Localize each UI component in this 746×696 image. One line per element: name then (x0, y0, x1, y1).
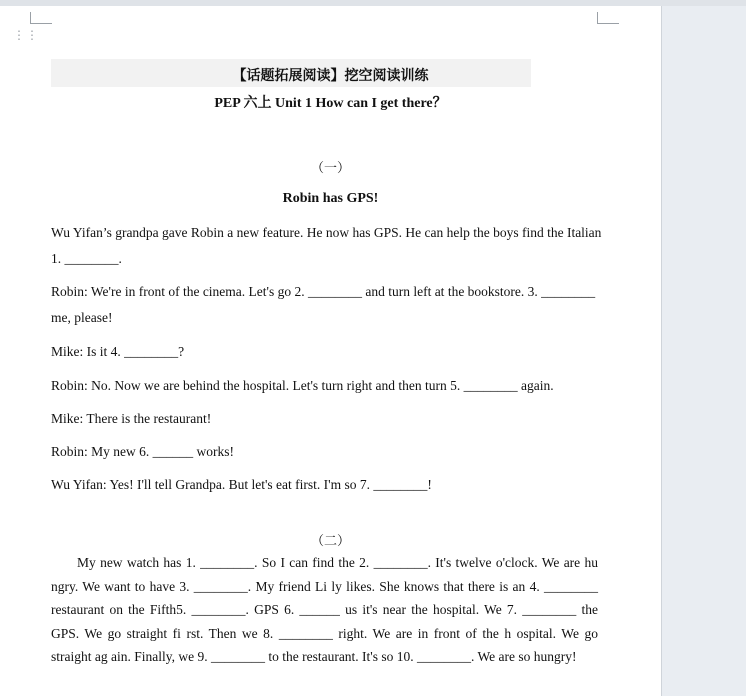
story-line-6: Robin: My new 6. ______ works! (51, 444, 234, 459)
story-line-3: Mike: Is it 4. ________? (51, 344, 185, 359)
story-line-1: Wu Yifan’s grandpa gave Robin a new feature. He now has GPS. He can help the boys find the Italian 1. ________. (51, 225, 602, 266)
right-workspace-gutter (662, 6, 746, 696)
story-line-4: Robin: No. Now we are behind the hospital. Let's turn right and then turn 5. ________ again. (51, 378, 554, 393)
story-title: Robin has GPS! (282, 191, 379, 206)
part-two-paragraph: My new watch has 1. ________. So I can find the 2. ________. It's twelve o'clock. We are hu ngry. We want to have 3. ________. My friend Li ly likes. She knows that there is an 4. ________ restaurant on the Fifth5. ________. GPS 6. ______ us it's near the hospital. We 7. ________ the GPS. We go straight fi rst. Then we 8. ________ right. We are in front of the h ospital. We go straight ag ain. Finally, we 9. ________ to the restaurant. It's so 10. ________. We are so hungry! (51, 555, 598, 664)
document-subtitle: PEP 六上 Unit 1 How can I get there？ (214, 96, 447, 111)
table-move-handle-icon[interactable]: ⋮⋮ (13, 28, 39, 42)
document-title: 【话题拓展阅读】挖空阅读训练 (232, 69, 429, 84)
part-one-heading: （一） (310, 160, 350, 175)
document-page[interactable] (0, 6, 662, 696)
part-two-heading: （二） (310, 533, 350, 548)
crop-mark-top-right-horizontal (597, 23, 619, 24)
story-line-7: Wu Yifan: Yes! I'll tell Grandpa. But let's eat first. I'm so 7. ________! (51, 477, 432, 492)
crop-mark-top-left-horizontal (30, 23, 52, 24)
story-line-2: Robin: We're in front of the cinema. Let's go 2. ________ and turn left at the bookstore. 3. ________ me, please! (51, 284, 596, 325)
story-line-5: Mike: There is the restaurant! (51, 411, 212, 426)
